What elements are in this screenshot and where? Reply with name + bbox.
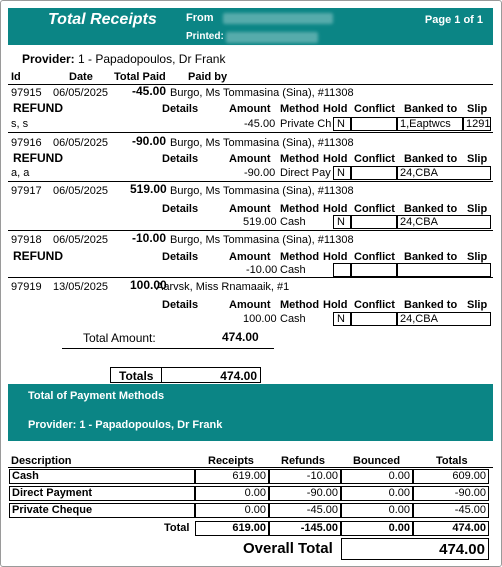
hold-label: Hold <box>323 251 348 263</box>
banked-box <box>397 263 491 277</box>
summary-receipts: 0.00 <box>195 486 269 501</box>
provider-line <box>22 52 225 66</box>
banked-label: Banked to <box>404 203 458 215</box>
divider <box>8 277 493 278</box>
banked-value: 24,CBA <box>400 313 438 325</box>
receipt-paid-by: Aarvsk, Miss Rnamaaik, #1 <box>156 281 290 293</box>
summary-description: Direct Payment <box>9 486 195 501</box>
divider <box>8 230 493 231</box>
conflict-label: Conflict <box>354 153 395 165</box>
receipt-total: -90.00 <box>132 134 167 148</box>
slip-label: Slip <box>467 251 488 263</box>
total-amount-label: Total Amount: <box>83 331 156 345</box>
banked-box <box>397 215 491 229</box>
overall-total-value: 474.00 <box>439 541 485 558</box>
col-id: Id <box>11 71 21 83</box>
conflict-label: Conflict <box>354 103 395 115</box>
detail-method: Direct Pay <box>280 167 331 179</box>
summary-totals: -45.00 <box>413 503 489 518</box>
total-amount-value: 474.00 <box>222 330 259 344</box>
detail-method: Cash <box>280 313 306 325</box>
banked-box <box>397 166 491 180</box>
summary-total-totals: 474.00 <box>413 521 489 536</box>
conflict-box <box>351 117 397 131</box>
banked-value: 1,Eaptwcs <box>400 118 451 130</box>
summary-bounced: 0.00 <box>341 503 413 518</box>
receipt-note: a, a <box>11 167 30 179</box>
summary-totals: 609.00 <box>413 469 489 484</box>
hold-box <box>333 263 351 277</box>
totals-label-box <box>110 367 162 383</box>
overall-total-box <box>341 538 489 560</box>
summary-description: Cash <box>9 469 195 484</box>
detail-amount: 100.00 <box>243 313 277 325</box>
summary-description: Private Cheque <box>9 503 195 518</box>
receipt-id: 97917 <box>11 185 42 197</box>
receipt-paid-by: Burgo, Ms Tommasina (Sina), #11308 <box>170 234 354 246</box>
banked-label: Banked to <box>404 153 458 165</box>
receipt-date: 13/05/2025 <box>53 281 109 293</box>
detail-amount: -45.00 <box>244 118 276 130</box>
provider-value: 1 - Papadopoulos, Dr Frank <box>78 52 226 66</box>
summary-refunds: -10.00 <box>269 469 341 484</box>
details-label: Details <box>162 203 199 215</box>
receipt-paid-by: Burgo, Ms Tommasina (Sina), #11308 <box>170 87 354 99</box>
hold-box <box>333 166 351 180</box>
hold-value: N <box>337 216 345 228</box>
summary-col-description: Description <box>11 455 72 467</box>
conflict-label: Conflict <box>354 251 395 263</box>
from-date-redacted <box>223 13 333 24</box>
details-label: Details <box>162 251 199 263</box>
hold-label: Hold <box>323 153 348 165</box>
summary-totals: -90.00 <box>413 486 489 501</box>
summary-receipts: 0.00 <box>195 503 269 518</box>
slip-label: Slip <box>467 153 488 165</box>
col-paid-by: Paid by <box>188 71 228 83</box>
totals-label: Totals <box>119 369 154 383</box>
printed-label: Printed: <box>186 31 224 42</box>
detail-amount: -10.00 <box>246 264 278 276</box>
divider <box>8 132 493 133</box>
summary-bounced: 0.00 <box>341 486 413 501</box>
banked-value: 24,CBA <box>400 216 438 228</box>
receipt-date: 06/05/2025 <box>53 87 109 99</box>
col-total-paid: Total Paid <box>114 71 166 83</box>
hold-label: Hold <box>323 203 348 215</box>
summary-title: Total of Payment Methods <box>28 390 165 402</box>
hold-label: Hold <box>323 299 348 311</box>
banked-box <box>397 117 463 131</box>
summary-col-refunds: Refunds <box>281 455 325 467</box>
totals-value: 474.00 <box>220 369 257 383</box>
receipt-id: 97915 <box>11 87 42 99</box>
banked-box <box>397 312 491 326</box>
page-number: Page 1 of 1 <box>424 14 483 26</box>
detail-amount: -90.00 <box>244 167 276 179</box>
receipt-total: 519.00 <box>130 182 167 196</box>
divider <box>8 467 493 468</box>
divider <box>8 181 493 182</box>
conflict-box <box>351 166 397 180</box>
details-label: Details <box>162 299 199 311</box>
summary-col-totals: Totals <box>436 455 468 467</box>
detail-method: Private Ch <box>280 118 332 130</box>
banked-label: Banked to <box>404 251 458 263</box>
receipt-date: 06/05/2025 <box>53 185 109 197</box>
refund-label: REFUND <box>13 249 63 263</box>
receipt-total: 100.00 <box>130 278 167 292</box>
method-label: Method <box>280 153 320 165</box>
detail-method: Cash <box>280 216 306 228</box>
summary-total-refunds: -145.00 <box>269 521 341 536</box>
receipt-id: 97918 <box>11 234 42 246</box>
summary-col-bounced: Bounced <box>353 455 401 467</box>
totals-value-box <box>161 367 261 383</box>
amount-label: Amount <box>229 251 271 263</box>
summary-receipts: 619.00 <box>195 469 269 484</box>
banked-label: Banked to <box>404 299 458 311</box>
summary-provider: Provider: 1 - Papadopoulos, Dr Frank <box>28 419 223 431</box>
method-label: Method <box>280 299 320 311</box>
refund-label: REFUND <box>13 151 63 165</box>
provider-label: Provider: <box>22 52 75 66</box>
amount-label: Amount <box>229 103 271 115</box>
hold-value: N <box>337 118 345 130</box>
banked-value: 24,CBA <box>400 167 438 179</box>
summary-header <box>8 384 493 441</box>
detail-amount: 519.00 <box>243 216 277 228</box>
banked-label: Banked to <box>404 103 458 115</box>
refund-label: REFUND <box>13 101 63 115</box>
receipt-date: 06/05/2025 <box>53 137 109 149</box>
method-label: Method <box>280 103 320 115</box>
hold-value: N <box>337 167 345 179</box>
slip-box <box>463 117 491 131</box>
receipt-paid-by: Burgo, Ms Tommasina (Sina), #11308 <box>170 137 354 149</box>
total-amount-underline <box>62 348 274 349</box>
slip-label: Slip <box>467 103 488 115</box>
col-date: Date <box>69 71 93 83</box>
summary-total-label: Total <box>164 522 190 534</box>
summary-total-bounced: 0.00 <box>341 521 413 536</box>
summary-col-receipts: Receipts <box>208 455 254 467</box>
report-header <box>8 8 493 45</box>
amount-label: Amount <box>229 153 271 165</box>
summary-refunds: -45.00 <box>269 503 341 518</box>
hold-box <box>333 312 351 326</box>
details-label: Details <box>162 103 199 115</box>
amount-label: Amount <box>229 203 271 215</box>
conflict-box <box>351 263 397 277</box>
method-label: Method <box>280 251 320 263</box>
receipt-id: 97916 <box>11 137 42 149</box>
detail-method: Cash <box>280 264 306 276</box>
hold-value: N <box>337 313 345 325</box>
summary-total-receipts: 619.00 <box>195 521 269 536</box>
hold-box <box>333 117 351 131</box>
method-label: Method <box>280 203 320 215</box>
hold-label: Hold <box>323 103 348 115</box>
conflict-label: Conflict <box>354 299 395 311</box>
summary-refunds: -90.00 <box>269 486 341 501</box>
receipt-total: -45.00 <box>132 84 167 98</box>
amount-label: Amount <box>229 299 271 311</box>
receipt-id: 97919 <box>11 281 42 293</box>
receipt-date: 06/05/2025 <box>53 234 109 246</box>
receipt-note: s, s <box>11 118 29 130</box>
conflict-box <box>351 215 397 229</box>
slip-label: Slip <box>467 203 488 215</box>
slip-value: 1291 <box>466 118 491 130</box>
conflict-box <box>351 312 397 326</box>
receipt-paid-by: Burgo, Ms Tommasina (Sina), #11308 <box>170 185 354 197</box>
details-label: Details <box>162 153 199 165</box>
slip-label: Slip <box>467 299 488 311</box>
hold-box <box>333 215 351 229</box>
report-title: Total Receipts <box>48 11 157 28</box>
overall-total-label: Overall Total <box>243 540 333 557</box>
printed-date-redacted <box>226 32 318 43</box>
conflict-label: Conflict <box>354 203 395 215</box>
receipt-total: -10.00 <box>132 231 167 245</box>
summary-bounced: 0.00 <box>341 469 413 484</box>
divider <box>8 84 493 85</box>
from-label: From <box>186 12 214 24</box>
